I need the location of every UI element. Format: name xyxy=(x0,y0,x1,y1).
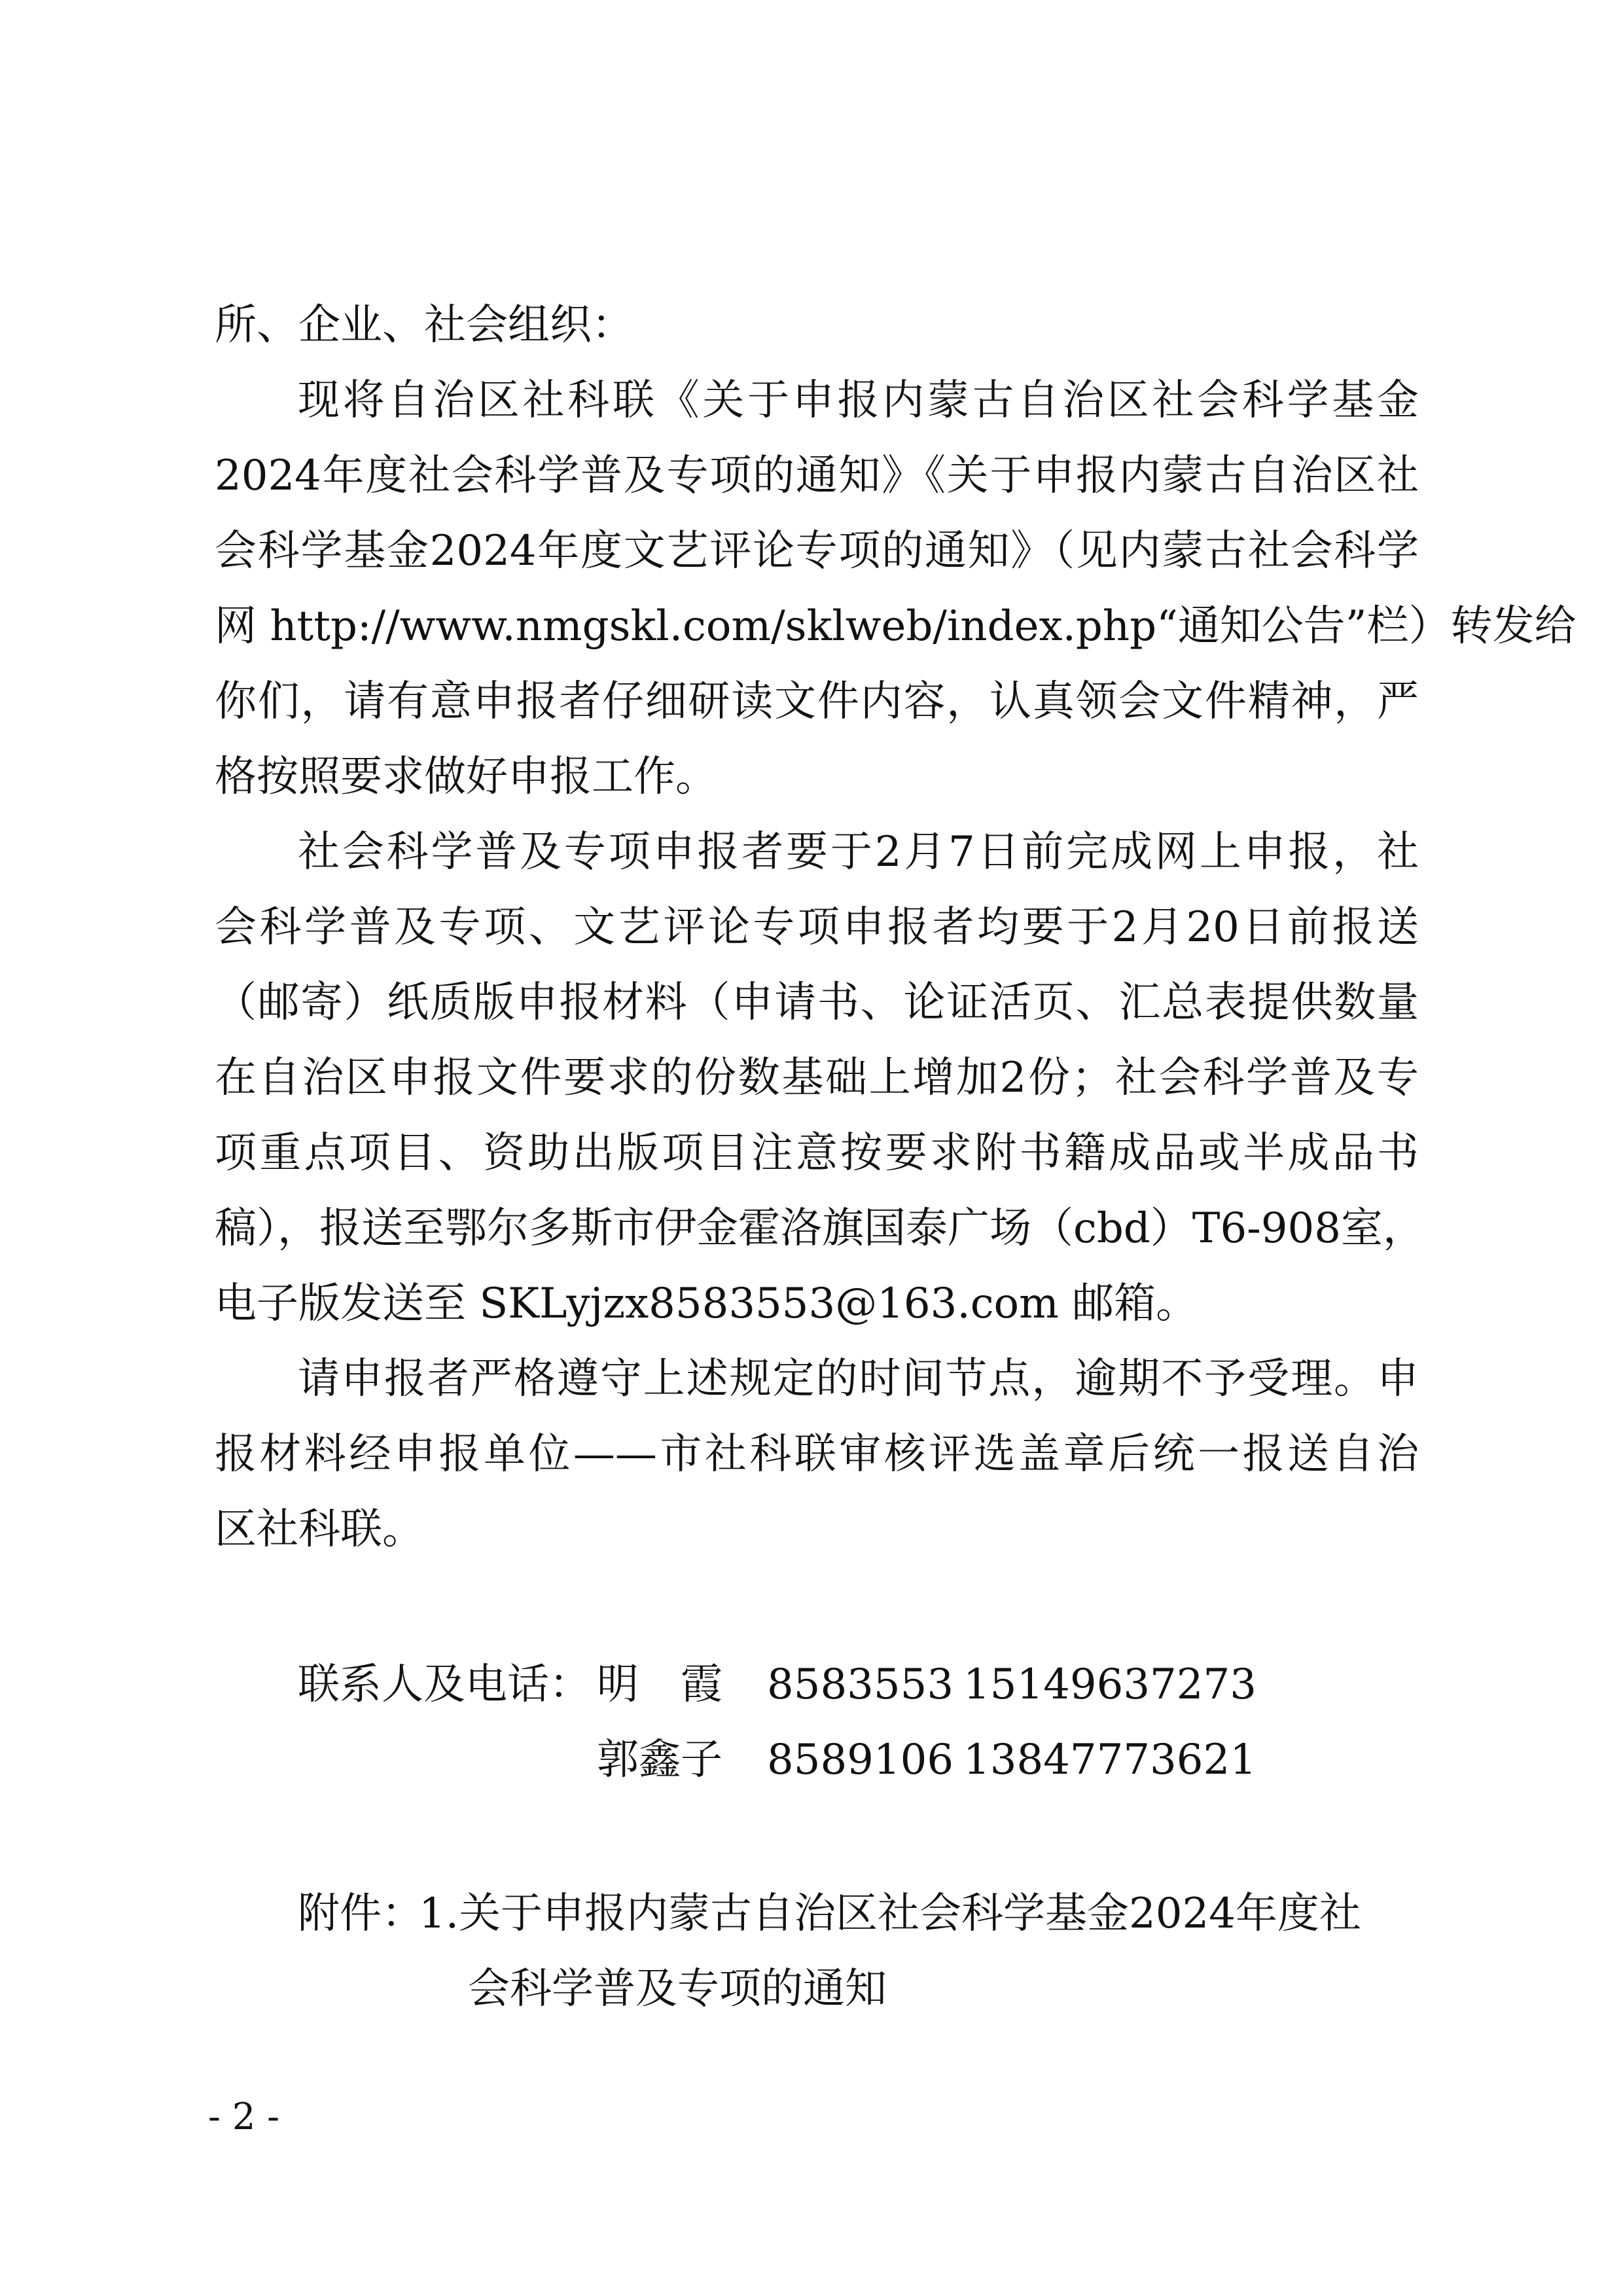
paragraph-line: 社会科学普及专项申报者要于2月7日前完成网上申报，社 xyxy=(298,828,1419,876)
attachment-row xyxy=(0,1890,1623,1939)
paragraph-line: 在自治区申报文件要求的份数基础上增加2份；社会科学普及专 xyxy=(215,1054,1419,1102)
contact-mobile: 13847773621 xyxy=(963,1736,1257,1784)
paragraph-line: 会科学基金2024年度文艺评论专项的通知》（见内蒙古社会科学 xyxy=(215,527,1419,575)
paragraph-line: 网 http://www.nmgskl.com/sklweb/index.php“通知公告”栏）转发给 xyxy=(215,602,1577,651)
paragraph-line: 稿），报送至鄂尔多斯市伊金霍洛旗国泰广场（cbd）T6-908室， xyxy=(215,1204,1425,1253)
paragraph-line: 格按照要求做好申报工作。 xyxy=(215,753,717,801)
contact-phone: 8583553 xyxy=(767,1660,954,1709)
paragraph-line: 你们，请有意申报者仔细研读文件内容，认真领会文件精神，严 xyxy=(215,677,1419,726)
contact-mobile: 15149637273 xyxy=(963,1660,1257,1709)
attachment-item: 1.关于申报内蒙古自治区社会科学基金2024年度社 xyxy=(419,1890,1361,1938)
contact-phone: 8589106 xyxy=(767,1736,954,1784)
paragraph-line: 2024年度社会科学普及专项的通知》《关于申报内蒙古自治区社 xyxy=(215,452,1419,500)
page-number: - 2 - xyxy=(208,2096,280,2138)
attachments-label: 附件： xyxy=(298,1890,423,1938)
contacts-label: 联系人及电话： xyxy=(298,1660,591,1709)
paragraph-line: 会科学普及专项、文艺评论专项申报者均要于2月20日前报送 xyxy=(215,903,1419,952)
contact-name: 明 霞 xyxy=(597,1660,722,1709)
paragraph-line: （邮寄）纸质版申报材料（申请书、论证活页、汇总表提供数量 xyxy=(215,978,1419,1027)
salutation-tail: 所、企业、社会组织： xyxy=(215,301,633,350)
paragraph-line: 报材料经申报单位——市社科联审核评选盖章后统一报送自治 xyxy=(215,1430,1419,1479)
attachment-item-continuation: 会科学普及专项的通知 xyxy=(468,1965,887,2013)
paragraph-line: 区社科联。 xyxy=(215,1505,424,1554)
paragraph-line: 项重点项目、资助出版项目注意按要求附书籍成品或半成品书 xyxy=(215,1129,1419,1177)
paragraph-line: 现将自治区社科联《关于申报内蒙古自治区社会科学基金 xyxy=(298,376,1419,425)
contact-name: 郭鑫子 xyxy=(597,1736,722,1784)
contact-row xyxy=(0,1660,1623,1710)
paragraph-line: 电子版发送至 SKLyjzx8583553@163.com 邮箱。 xyxy=(215,1280,1198,1328)
paragraph-line: 请申报者严格遵守上述规定的时间节点，逾期不予受理。申 xyxy=(298,1355,1419,1403)
contact-row xyxy=(0,1736,1623,1785)
